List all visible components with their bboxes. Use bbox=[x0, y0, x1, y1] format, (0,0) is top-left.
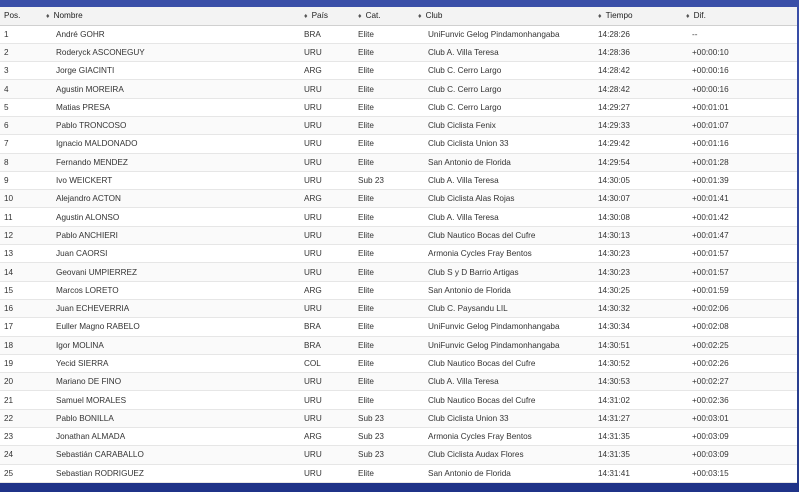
cell-dif: +00:02:26 bbox=[682, 354, 797, 372]
cell-club: San Antonio de Florida bbox=[414, 153, 594, 171]
cell-pos: 8 bbox=[0, 153, 42, 171]
cell-club: Club A. Villa Teresa bbox=[414, 43, 594, 61]
cell-cat: Elite bbox=[354, 135, 414, 153]
table-row bbox=[0, 336, 797, 354]
cell-pos: 25 bbox=[0, 464, 42, 482]
sort-icon: ♦ bbox=[418, 13, 422, 21]
table-row bbox=[0, 318, 797, 336]
cell-club: Club Ciclista Union 33 bbox=[414, 409, 594, 427]
cell-club: UniFunvic Gelog Pindamonhangaba bbox=[414, 25, 594, 43]
cell-club: Club Ciclista Audax Flores bbox=[414, 446, 594, 464]
header-pais[interactable] bbox=[300, 7, 354, 25]
cell-dif: +00:02:06 bbox=[682, 299, 797, 317]
cell-tiempo: 14:31:02 bbox=[594, 391, 682, 409]
cell-pos: 24 bbox=[0, 446, 42, 464]
cell-tiempo: 14:29:27 bbox=[594, 98, 682, 116]
cell-club: Club A. Villa Teresa bbox=[414, 373, 594, 391]
cell-dif: -- bbox=[682, 25, 797, 43]
cell-tiempo: 14:30:32 bbox=[594, 299, 682, 317]
table-row bbox=[0, 25, 797, 43]
table-body bbox=[0, 25, 797, 482]
cell-tiempo: 14:30:23 bbox=[594, 245, 682, 263]
cell-pos: 18 bbox=[0, 336, 42, 354]
sort-icon: ♦ bbox=[686, 13, 690, 21]
cell-cat: Elite bbox=[354, 43, 414, 61]
cell-dif: +00:03:01 bbox=[682, 409, 797, 427]
cell-pais: ARG bbox=[300, 281, 354, 299]
cell-club: Club Ciclista Union 33 bbox=[414, 135, 594, 153]
cell-tiempo: 14:31:35 bbox=[594, 428, 682, 446]
cell-cat: Elite bbox=[354, 190, 414, 208]
cell-pos: 16 bbox=[0, 299, 42, 317]
cell-cat: Elite bbox=[354, 80, 414, 98]
cell-club: Club Ciclista Fenix bbox=[414, 116, 594, 134]
cell-pos: 3 bbox=[0, 62, 42, 80]
cell-dif: +00:01:07 bbox=[682, 116, 797, 134]
cell-pais: URU bbox=[300, 226, 354, 244]
cell-cat: Elite bbox=[354, 226, 414, 244]
cell-tiempo: 14:30:53 bbox=[594, 373, 682, 391]
cell-cat: Elite bbox=[354, 62, 414, 80]
cell-tiempo: 14:28:36 bbox=[594, 43, 682, 61]
cell-name: Sebastian RODRIGUEZ bbox=[42, 464, 300, 482]
cell-cat: Elite bbox=[354, 299, 414, 317]
cell-pais: URU bbox=[300, 98, 354, 116]
table-row bbox=[0, 409, 797, 427]
cell-club: San Antonio de Florida bbox=[414, 464, 594, 482]
table-row bbox=[0, 299, 797, 317]
table-row bbox=[0, 62, 797, 80]
header-nombre[interactable] bbox=[42, 7, 300, 25]
header-club[interactable] bbox=[414, 7, 594, 25]
cell-name: Igor MOLINA bbox=[42, 336, 300, 354]
cell-pos: 19 bbox=[0, 354, 42, 372]
cell-name: Roderyck ASCONEGUY bbox=[42, 43, 300, 61]
cell-pais: URU bbox=[300, 263, 354, 281]
cell-name: Pablo TRONCOSO bbox=[42, 116, 300, 134]
table-row bbox=[0, 171, 797, 189]
cell-cat: Elite bbox=[354, 208, 414, 226]
table-row bbox=[0, 80, 797, 98]
header-dif-label: Dif. bbox=[693, 11, 706, 21]
cell-cat: Elite bbox=[354, 281, 414, 299]
cell-tiempo: 14:31:35 bbox=[594, 446, 682, 464]
cell-pais: ARG bbox=[300, 428, 354, 446]
cell-club: Club Ciclista Alas Rojas bbox=[414, 190, 594, 208]
cell-cat: Elite bbox=[354, 98, 414, 116]
cell-pais: BRA bbox=[300, 318, 354, 336]
table-row bbox=[0, 354, 797, 372]
results-table bbox=[0, 7, 797, 483]
cell-name: André GOHR bbox=[42, 25, 300, 43]
cell-name: Agustin MOREIRA bbox=[42, 80, 300, 98]
cell-dif: +00:00:10 bbox=[682, 43, 797, 61]
sort-icon: ♦ bbox=[358, 13, 362, 21]
cell-pais: URU bbox=[300, 464, 354, 482]
table-row bbox=[0, 391, 797, 409]
cell-pais: URU bbox=[300, 135, 354, 153]
cell-pais: URU bbox=[300, 409, 354, 427]
cell-cat: Elite bbox=[354, 245, 414, 263]
cell-pos: 5 bbox=[0, 98, 42, 116]
cell-pos: 22 bbox=[0, 409, 42, 427]
header-tiempo-label: Tiempo bbox=[605, 11, 633, 21]
table-row bbox=[0, 98, 797, 116]
cell-tiempo: 14:30:52 bbox=[594, 354, 682, 372]
cell-pais: ARG bbox=[300, 62, 354, 80]
cell-club: UniFunvic Gelog Pindamonhangaba bbox=[414, 336, 594, 354]
cell-pais: URU bbox=[300, 391, 354, 409]
cell-name: Pablo ANCHIERI bbox=[42, 226, 300, 244]
table-row bbox=[0, 428, 797, 446]
cell-name: Juan CAORSI bbox=[42, 245, 300, 263]
cell-tiempo: 14:29:33 bbox=[594, 116, 682, 134]
cell-dif: +00:03:09 bbox=[682, 428, 797, 446]
cell-tiempo: 14:28:26 bbox=[594, 25, 682, 43]
cell-club: Armonia Cycles Fray Bentos bbox=[414, 245, 594, 263]
cell-name: Mariano DE FINO bbox=[42, 373, 300, 391]
cell-club: Club Nautico Bocas del Cufre bbox=[414, 354, 594, 372]
table-row bbox=[0, 464, 797, 482]
cell-cat: Elite bbox=[354, 318, 414, 336]
cell-tiempo: 14:30:07 bbox=[594, 190, 682, 208]
cell-name: Fernando MENDEZ bbox=[42, 153, 300, 171]
sort-icon: ♦ bbox=[598, 13, 602, 21]
header-tiempo[interactable] bbox=[594, 7, 682, 25]
cell-pos: 10 bbox=[0, 190, 42, 208]
cell-club: Club S y D Barrio Artigas bbox=[414, 263, 594, 281]
cell-pais: URU bbox=[300, 43, 354, 61]
cell-cat: Elite bbox=[354, 153, 414, 171]
header-pos-label: Pos. bbox=[4, 11, 21, 21]
cell-club: UniFunvic Gelog Pindamonhangaba bbox=[414, 318, 594, 336]
cell-club: Armonia Cycles Fray Bentos bbox=[414, 428, 594, 446]
cell-cat: Sub 23 bbox=[354, 409, 414, 427]
header-row bbox=[0, 7, 797, 25]
table-row bbox=[0, 43, 797, 61]
cell-name: Matias PRESA bbox=[42, 98, 300, 116]
cell-pos: 23 bbox=[0, 428, 42, 446]
cell-pais: URU bbox=[300, 171, 354, 189]
table-row bbox=[0, 446, 797, 464]
cell-dif: +00:01:01 bbox=[682, 98, 797, 116]
bottom-strip bbox=[0, 483, 799, 492]
cell-pos: 6 bbox=[0, 116, 42, 134]
cell-dif: +00:01:39 bbox=[682, 171, 797, 189]
cell-club: Club C. Cerro Largo bbox=[414, 98, 594, 116]
table-row bbox=[0, 373, 797, 391]
cell-dif: +00:03:09 bbox=[682, 446, 797, 464]
cell-pos: 9 bbox=[0, 171, 42, 189]
cell-cat: Sub 23 bbox=[354, 171, 414, 189]
cell-name: Juan ECHEVERRIA bbox=[42, 299, 300, 317]
cell-dif: +00:00:16 bbox=[682, 80, 797, 98]
cell-pos: 13 bbox=[0, 245, 42, 263]
cell-dif: +00:00:16 bbox=[682, 62, 797, 80]
header-cat[interactable] bbox=[354, 7, 414, 25]
table-row bbox=[0, 245, 797, 263]
table-row bbox=[0, 190, 797, 208]
cell-dif: +00:01:57 bbox=[682, 245, 797, 263]
cell-tiempo: 14:28:42 bbox=[594, 62, 682, 80]
cell-dif: +00:01:57 bbox=[682, 263, 797, 281]
cell-club: Club A. Villa Teresa bbox=[414, 208, 594, 226]
header-pos[interactable] bbox=[0, 7, 42, 25]
cell-pais: ARG bbox=[300, 190, 354, 208]
cell-cat: Elite bbox=[354, 391, 414, 409]
table-row bbox=[0, 153, 797, 171]
cell-name: Euller Magno RABELO bbox=[42, 318, 300, 336]
cell-cat: Elite bbox=[354, 116, 414, 134]
cell-pais: URU bbox=[300, 373, 354, 391]
cell-name: Ivo WEICKERT bbox=[42, 171, 300, 189]
cell-tiempo: 14:30:13 bbox=[594, 226, 682, 244]
cell-cat: Elite bbox=[354, 263, 414, 281]
cell-dif: +00:01:41 bbox=[682, 190, 797, 208]
cell-name: Pablo BONILLA bbox=[42, 409, 300, 427]
cell-tiempo: 14:30:34 bbox=[594, 318, 682, 336]
table-row bbox=[0, 281, 797, 299]
cell-cat: Sub 23 bbox=[354, 446, 414, 464]
cell-dif: +00:02:27 bbox=[682, 373, 797, 391]
cell-pos: 12 bbox=[0, 226, 42, 244]
header-dif[interactable] bbox=[682, 7, 797, 25]
cell-tiempo: 14:31:27 bbox=[594, 409, 682, 427]
table-row bbox=[0, 263, 797, 281]
cell-name: Marcos LORETO bbox=[42, 281, 300, 299]
cell-tiempo: 14:30:23 bbox=[594, 263, 682, 281]
cell-pos: 2 bbox=[0, 43, 42, 61]
cell-club: Club C. Cerro Largo bbox=[414, 80, 594, 98]
cell-pos: 14 bbox=[0, 263, 42, 281]
cell-dif: +00:01:28 bbox=[682, 153, 797, 171]
cell-pais: URU bbox=[300, 116, 354, 134]
cell-club: Club C. Paysandu LIL bbox=[414, 299, 594, 317]
cell-name: Alejandro ACTON bbox=[42, 190, 300, 208]
sort-icon: ♦ bbox=[304, 13, 308, 21]
cell-tiempo: 14:29:42 bbox=[594, 135, 682, 153]
cell-pais: URU bbox=[300, 245, 354, 263]
header-nombre-label: Nombre bbox=[53, 11, 83, 21]
cell-pos: 11 bbox=[0, 208, 42, 226]
cell-pais: URU bbox=[300, 208, 354, 226]
cell-dif: +00:01:16 bbox=[682, 135, 797, 153]
cell-club: Club A. Villa Teresa bbox=[414, 171, 594, 189]
cell-tiempo: 14:31:41 bbox=[594, 464, 682, 482]
cell-dif: +00:03:15 bbox=[682, 464, 797, 482]
cell-cat: Elite bbox=[354, 464, 414, 482]
cell-tiempo: 14:30:08 bbox=[594, 208, 682, 226]
cell-pais: URU bbox=[300, 153, 354, 171]
cell-name: Samuel MORALES bbox=[42, 391, 300, 409]
cell-pais: BRA bbox=[300, 336, 354, 354]
cell-pos: 4 bbox=[0, 80, 42, 98]
cell-name: Jonathan ALMADA bbox=[42, 428, 300, 446]
cell-tiempo: 14:28:42 bbox=[594, 80, 682, 98]
cell-pais: URU bbox=[300, 80, 354, 98]
table-header bbox=[0, 7, 797, 25]
cell-pos: 7 bbox=[0, 135, 42, 153]
cell-dif: +00:02:25 bbox=[682, 336, 797, 354]
cell-tiempo: 14:30:25 bbox=[594, 281, 682, 299]
cell-pais: URU bbox=[300, 299, 354, 317]
cell-cat: Elite bbox=[354, 25, 414, 43]
cell-name: Geovani UMPIERREZ bbox=[42, 263, 300, 281]
cell-cat: Elite bbox=[354, 354, 414, 372]
cell-dif: +00:01:47 bbox=[682, 226, 797, 244]
cell-pos: 21 bbox=[0, 391, 42, 409]
cell-name: Yecid SIERRA bbox=[42, 354, 300, 372]
cell-dif: +00:02:36 bbox=[682, 391, 797, 409]
cell-pais: URU bbox=[300, 446, 354, 464]
cell-club: Club Nautico Bocas del Cufre bbox=[414, 391, 594, 409]
cell-name: Ignacio MALDONADO bbox=[42, 135, 300, 153]
cell-name: Jorge GIACINTI bbox=[42, 62, 300, 80]
cell-dif: +00:01:42 bbox=[682, 208, 797, 226]
cell-pais: BRA bbox=[300, 25, 354, 43]
cell-pos: 20 bbox=[0, 373, 42, 391]
cell-cat: Elite bbox=[354, 336, 414, 354]
cell-club: Club Nautico Bocas del Cufre bbox=[414, 226, 594, 244]
table-row bbox=[0, 116, 797, 134]
cell-cat: Elite bbox=[354, 373, 414, 391]
cell-pos: 17 bbox=[0, 318, 42, 336]
cell-pos: 1 bbox=[0, 25, 42, 43]
cell-club: San Antonio de Florida bbox=[414, 281, 594, 299]
cell-name: Sebastián CARABALLO bbox=[42, 446, 300, 464]
cell-tiempo: 14:29:54 bbox=[594, 153, 682, 171]
cell-name: Agustin ALONSO bbox=[42, 208, 300, 226]
table-row bbox=[0, 226, 797, 244]
header-pais-label: País bbox=[311, 11, 328, 21]
cell-dif: +00:01:59 bbox=[682, 281, 797, 299]
cell-club: Club C. Cerro Largo bbox=[414, 62, 594, 80]
cell-pais: COL bbox=[300, 354, 354, 372]
header-cat-label: Cat. bbox=[365, 11, 381, 21]
cell-cat: Sub 23 bbox=[354, 428, 414, 446]
cell-pos: 15 bbox=[0, 281, 42, 299]
cell-tiempo: 14:30:51 bbox=[594, 336, 682, 354]
sort-icon: ♦ bbox=[46, 13, 50, 21]
cell-dif: +00:02:08 bbox=[682, 318, 797, 336]
table-row bbox=[0, 208, 797, 226]
results-table-container bbox=[0, 7, 797, 483]
cell-tiempo: 14:30:05 bbox=[594, 171, 682, 189]
header-club-label: Club bbox=[425, 11, 443, 21]
table-row bbox=[0, 135, 797, 153]
